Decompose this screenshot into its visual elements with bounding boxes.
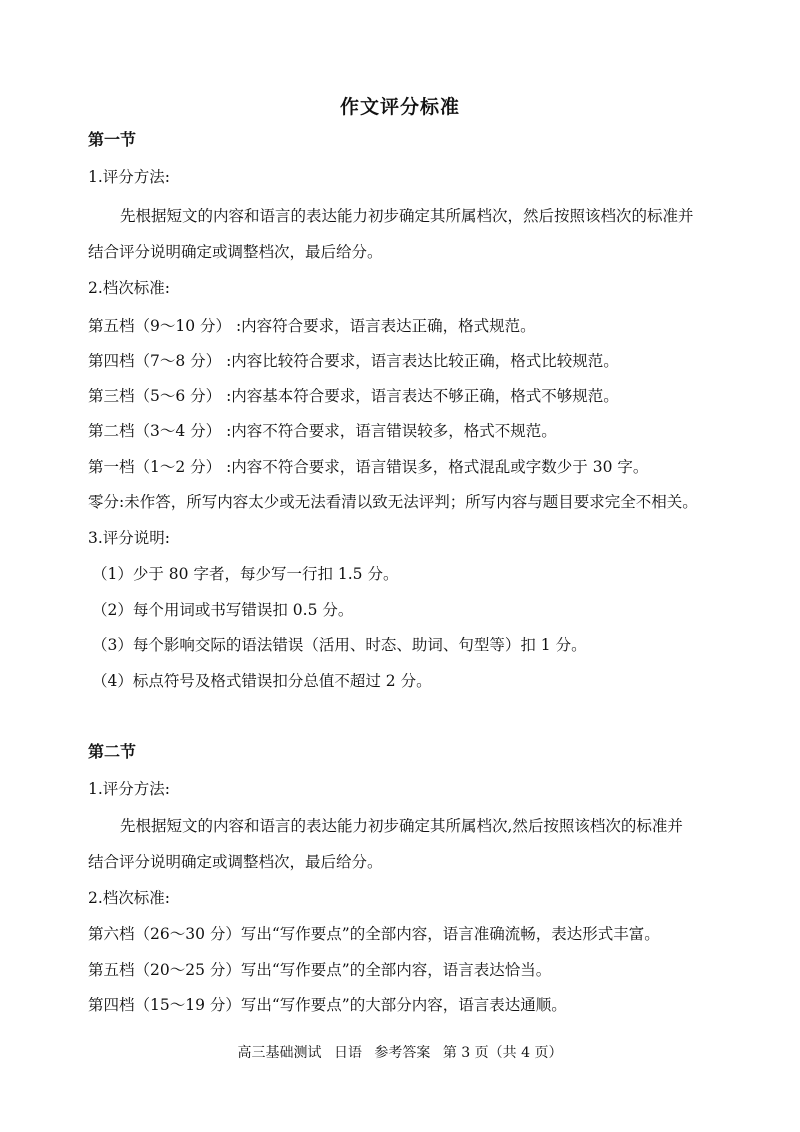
method-label: 1.评分方法: (88, 780, 171, 798)
footer-page-number: 第 3 页（共 4 页） (442, 1045, 563, 1061)
level-item: 第一档（1～2 分） :内容不符合要求，语言错误多，格式混乱或字数少于 30 字。 (88, 458, 649, 476)
level-item: 第六档（26～30 分）写出“写作要点”的全部内容，语言准确流畅，表达形式丰富。 (88, 925, 660, 943)
notes-label: 3.评分说明: (88, 529, 171, 547)
footer-subject: 日语 (333, 1045, 362, 1061)
note-item: （3）每个影响交际的语法错误（活用、时态、助词、句型等）扣 1 分。 (92, 636, 587, 654)
zero-score-rule: 零分:未作答，所写内容太少或无法看清以致无法评判；所写内容与题目要求完全不相关。 (88, 493, 698, 511)
level-item: 第二档（3～4 分） :内容不符合要求，语言错误较多，格式不规范。 (88, 422, 557, 440)
level-item: 第五档（20～25 分）写出“写作要点”的全部内容，语言表达恰当。 (88, 961, 552, 979)
level-item: 第四档（7～8 分） :内容比较符合要求，语言表达比较正确，格式比较规范。 (88, 352, 619, 370)
note-item: （1）少于 80 字者，每少写一行扣 1.5 分。 (92, 565, 399, 583)
footer-exam: 高三基础测试 (237, 1045, 322, 1061)
method-label: 1.评分方法: (88, 168, 171, 186)
method-text: 结合评分说明确定或调整档次，最后给分。 (88, 243, 383, 261)
section-heading: 第二节 (88, 742, 137, 761)
levels-label: 2.档次标准: (88, 279, 171, 297)
footer-doc-type: 参考答案 (374, 1045, 431, 1061)
levels-label: 2.档次标准: (88, 889, 171, 907)
section-heading: 第一节 (88, 130, 137, 149)
method-text: 先根据短文的内容和语言的表达能力初步确定其所属档次,然后按照该档次的标准并 (120, 817, 683, 835)
page-footer (0, 1042, 800, 1062)
page-title: 作文评分标准 (339, 96, 460, 118)
level-item: 第四档（15～19 分）写出“写作要点”的大部分内容，语言表达通顺。 (88, 996, 567, 1014)
method-text: 先根据短文的内容和语言的表达能力初步确定其所属档次，然后按照该档次的标准并 (120, 207, 694, 225)
method-text: 结合评分说明确定或调整档次，最后给分。 (88, 853, 383, 871)
level-item: 第五档（9～10 分） :内容符合要求，语言表达正确，格式规范。 (88, 317, 536, 335)
level-item: 第三档（5～6 分） :内容基本符合要求，语言表达不够正确，格式不够规范。 (88, 387, 619, 405)
note-item: （4）标点符号及格式错误扣分总值不超过 2 分。 (92, 672, 432, 690)
note-item: （2）每个用词或书写错误扣 0.5 分。 (92, 601, 354, 619)
